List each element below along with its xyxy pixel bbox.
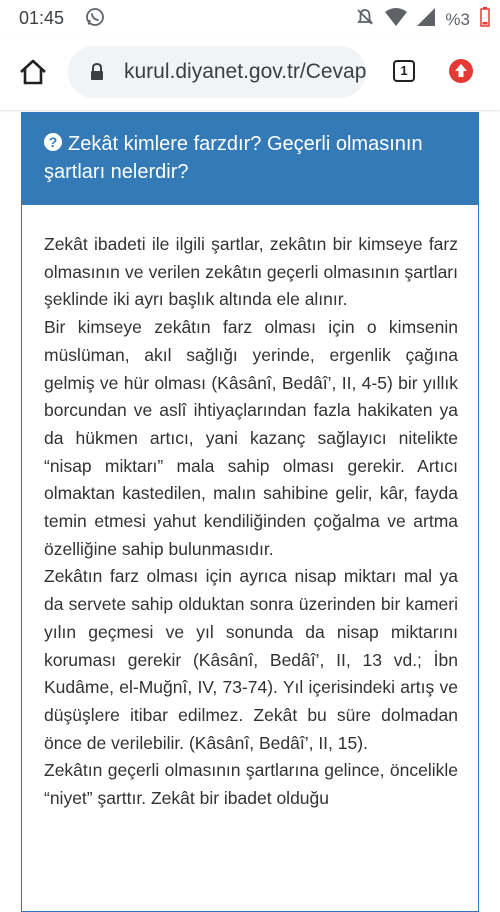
status-bar [0,0,500,36]
answer-paragraph: Zekâtın geçerli olmasının şartlarına gelince, öncelikle “niyet” şarttır. Zekât bir ibadet olduğu [44,760,458,809]
whatsapp-icon [85,7,105,32]
signal-icon [417,8,435,31]
url-text[interactable]: kurul.diyanet.gov.tr/Cevap [124,60,366,83]
home-icon[interactable] [18,58,48,91]
faq-card [21,112,479,912]
answer-paragraph: Bir kimseye zekâtın farz olması için o kimsenin müslüman, akıl sağlığı yerinde, ergenlik çağına gelmiş ve hür olması (Kâsânî, Bedâî’, II, 4-5) bir yıllık borcundan ve aslî ihtiyaçlarından fazla hakikaten ya da hükmen artıcı, yani kazanç sağlayıcı nitelikte “nisap miktarı” mala sahip olması gerekir. Artıcı olmaktan kastedilen, malın sahibine gelir, kâr, fayda temin etmesi yahut kendiliğinden çoğalma ve artma özelliğine sahip bulunmasıdır. [44,317,458,559]
wifi-icon [385,8,407,31]
lock-icon [90,63,104,86]
status-icons [355,7,490,32]
mute-icon [355,7,375,32]
battery-percent: %3 [445,9,470,29]
answer-paragraph: Zekât ibadeti ile ilgili şartlar, zekâtın bir kimseye farz olmasının ve verilen zekâtın geçerli olmasının şartları şeklinde iki ayrı başlık altında ele alınır. [44,234,458,310]
address-bar[interactable] [68,46,366,98]
faq-answer-body [44,231,458,813]
status-time: 01:45 [19,8,65,28]
browser-toolbar [0,36,500,110]
update-available-icon[interactable] [448,58,474,89]
tab-switcher-button[interactable]: 1 [393,60,415,82]
faq-question-title: Zekât kimlere farzdır? Geçerli olmasının şartları nelerdir? [44,133,423,183]
answer-paragraph: Zekâtın farz olması için ayrıca nisap miktarı mal ya da servete sahip olduktan sonra üzerinden bir kameri yılın geçmesi ve yıl sonunda da nisap miktarını koruması gerekir (Kâsânî, Bedâî’, II, 13 vd.; İbn Kudâme, el-Muğnî, IV, 73-74). Yıl içerisindeki artış ve düşüşlere itibar edilmez. Zekât bu süre dolmadan önce de verilebilir. (Kâsânî, Bedâî’, II, 15). [44,566,458,753]
question-circle-icon: ? [44,133,62,151]
faq-card-header[interactable] [22,113,478,205]
battery-icon [480,7,490,32]
